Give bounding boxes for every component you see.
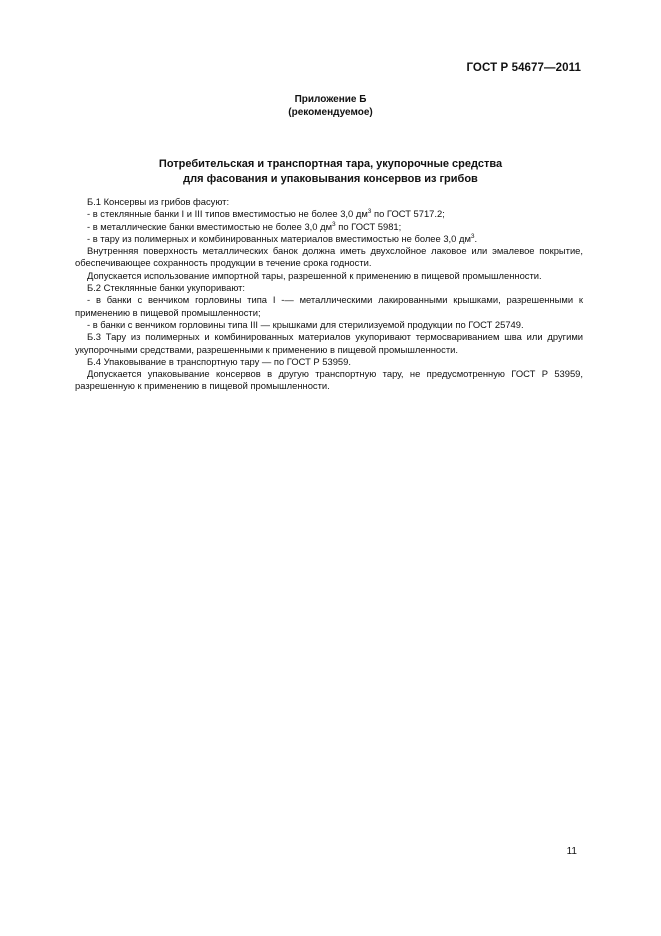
list-item-metal-cans [75,221,583,233]
superscript: 3 [332,220,336,228]
appendix-heading [0,93,661,119]
paragraph-b1: Б.1 Консервы из грибов фасуют: [87,196,230,207]
paragraph-b4: Б.4 Упаковывание в транспортную тару — по ГОСТ Р 53959. [87,355,351,367]
list-item-text: по ГОСТ 5981; [335,220,402,232]
superscript: 3 [367,208,372,216]
document-code: ГОСТ Р 54677—2011 [466,62,581,74]
list-item-text: - в стеклянные банки I и III типов вместимостью не более 3,0 дм [87,208,368,220]
list-item-text: - в металлические банки вместимостью не более 3,0 дм [87,220,333,232]
paragraph-b2: Б.2 Стеклянные банки укупоривают: [87,282,246,294]
list-item-text: - в тару из полимерных и комбинированных материалов вместимостью не более 3,0 дм [87,232,471,244]
list-item-polymer-containers [75,233,583,245]
appendix-title: Приложение Б [294,94,367,105]
paragraph-other-transport: Допускается упаковывание консервов в другую транспортную тару, не предусмотренную ГОСТ Р 53959, разрешенную к применению в пищевой промышленности. [75,368,583,392]
list-item-neck-type-3: - в банки с венчиком горловины типа III — крышками для стерилизуемой продукции по ГОСТ 25749. [87,318,524,330]
paragraph-b3: Б.3 Тару из полимерных и комбинированных материалов укупоривают термосвариванием шва или другими укупорочными средствами, разрешенными к применению в пищевой промышленности. [75,331,583,355]
list-item-text: по ГОСТ 5717.2; [371,208,445,220]
appendix-body [75,196,583,393]
list-item-glass-jars [75,208,583,220]
section-title [0,157,661,187]
section-title-line-1: Потребительская и транспортная тара, укупорочные средства [158,158,503,170]
section-title-line-2: для фасования и упаковывания консервов из грибов [183,173,478,185]
page-number: 11 [566,846,577,857]
list-item-neck-type-1: - в банки с венчиком горловины типа I -— металлическими лакированными крышками, разрешенными к применению в пищевой промышленности; [75,294,583,318]
paragraph-imported-containers: Допускается использование импортной тары, разрешенной к применению в пищевой промышленности. [87,269,542,281]
paragraph-coating: Внутренняя поверхность металлических банок должна иметь двухслойное лаковое или эмалевое покрытие, обеспечивающее сохранность продукции в течение срока годности. [75,245,583,269]
list-item-text: . [474,232,478,244]
superscript: 3 [470,232,475,240]
appendix-status: (рекомендуемое) [288,107,373,118]
